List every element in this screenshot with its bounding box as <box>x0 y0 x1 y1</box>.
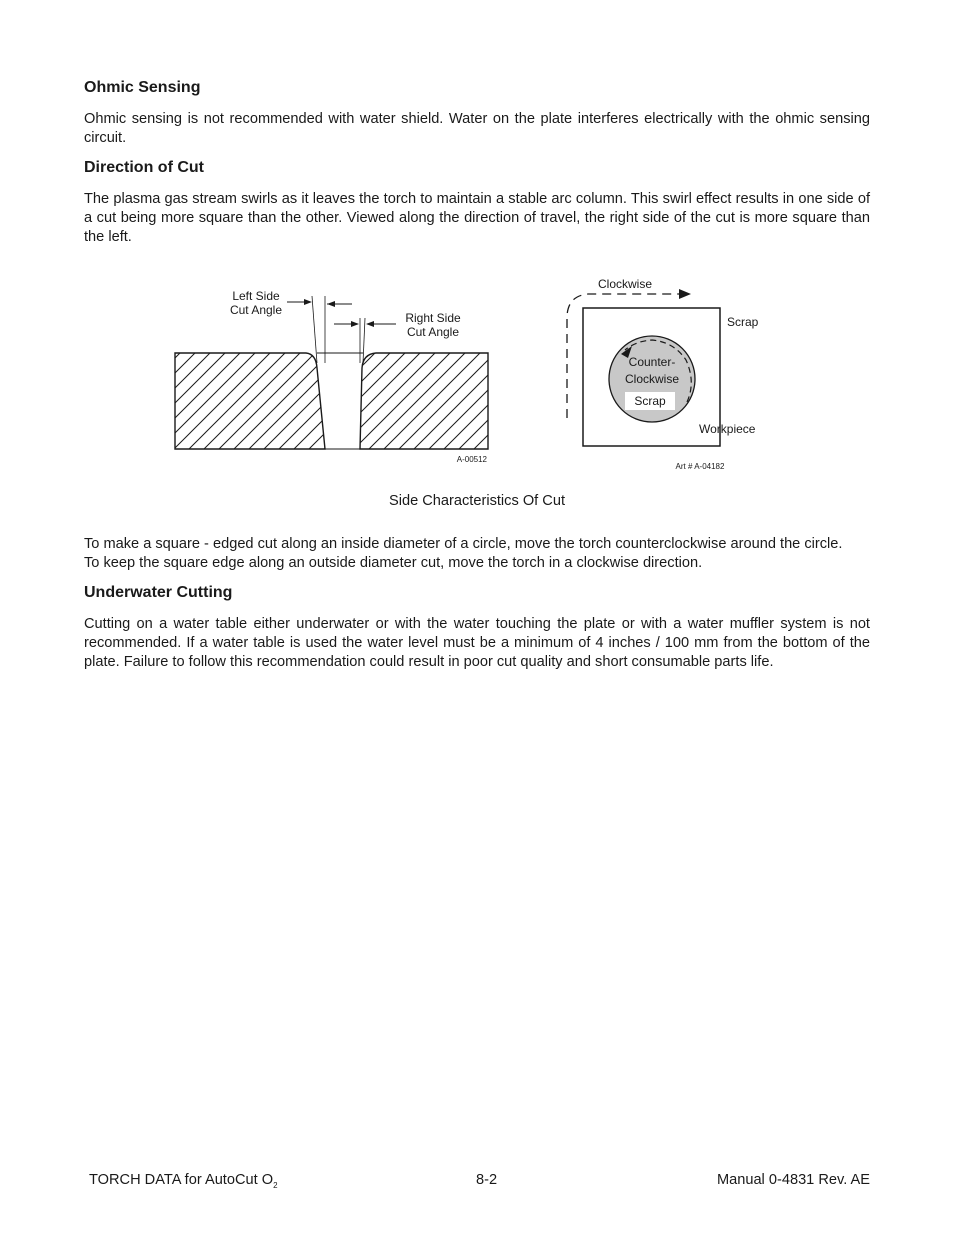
paragraph-after-figure-line1: To make a square - edged cut along an inside diameter of a circle, move the torch counterclockwise around the circle. <box>84 536 843 552</box>
paragraph-after-figure <box>84 535 870 573</box>
paragraph-ohmic-sensing: Ohmic sensing is not recommended with water shield. Water on the plate interferes electrically with the ohmic sensing circuit. <box>84 111 870 146</box>
right-side-label-2: Cut Angle <box>406 325 460 339</box>
left-side-label-2: Cut Angle <box>229 303 283 317</box>
counter-label-1: Counter- <box>628 355 676 369</box>
footer-left-subscript: 2 <box>273 1181 278 1190</box>
figure-caption: Side Characteristics Of Cut <box>389 493 565 509</box>
paragraph-direction-of-cut: The plasma gas stream swirls as it leaves the torch to maintain a stable arc column. This swirl effect results in one side of a cut being more square than the other. Viewed along the direction of travel, the right side of the cut is more square than the left. <box>84 191 870 245</box>
heading-ohmic-sensing: Ohmic Sensing <box>84 79 201 96</box>
footer-manual-id: Manual 0-4831 Rev. AE <box>716 1172 870 1188</box>
counter-label-2: Clockwise <box>624 372 680 386</box>
right-side-label-1: Right Side <box>405 311 461 325</box>
right-plate <box>360 353 488 449</box>
clockwise-label: Clockwise <box>597 277 653 291</box>
art-id-left: A-00512 <box>456 455 487 464</box>
workpiece-label: Workpiece <box>699 422 756 436</box>
scrap-outer-label: Scrap <box>727 315 759 329</box>
scrap-inner-label: Scrap <box>634 394 666 408</box>
cut-direction-diagram <box>550 268 770 478</box>
clockwise-arrow-icon <box>679 289 691 299</box>
left-plate <box>175 353 325 449</box>
cut-angle-diagram <box>160 268 500 468</box>
footer-left-text: TORCH DATA for AutoCut O <box>89 1172 274 1188</box>
art-id-right: Art # A-04182 <box>675 462 725 471</box>
footer-page-number: 8-2 <box>476 1172 498 1188</box>
heading-direction-of-cut: Direction of Cut <box>84 159 204 176</box>
footer-left <box>89 1172 278 1190</box>
heading-underwater-cutting: Underwater Cutting <box>84 584 233 601</box>
paragraph-underwater-cutting: Cutting on a water table either underwater or with the water touching the plate or with a water muffler system is not recommended. If a water table is used the water level must be a minimum of 4 inches / 100 mm from the bottom of the plate. Failure to follow this recommendation could result in poor cut quality and short consumable parts life. <box>84 616 870 670</box>
left-side-label-1: Left Side <box>232 289 280 303</box>
paragraph-after-figure-line2: To keep the square edge along an outside diameter cut, move the torch in a clockwise direction. <box>84 555 703 571</box>
